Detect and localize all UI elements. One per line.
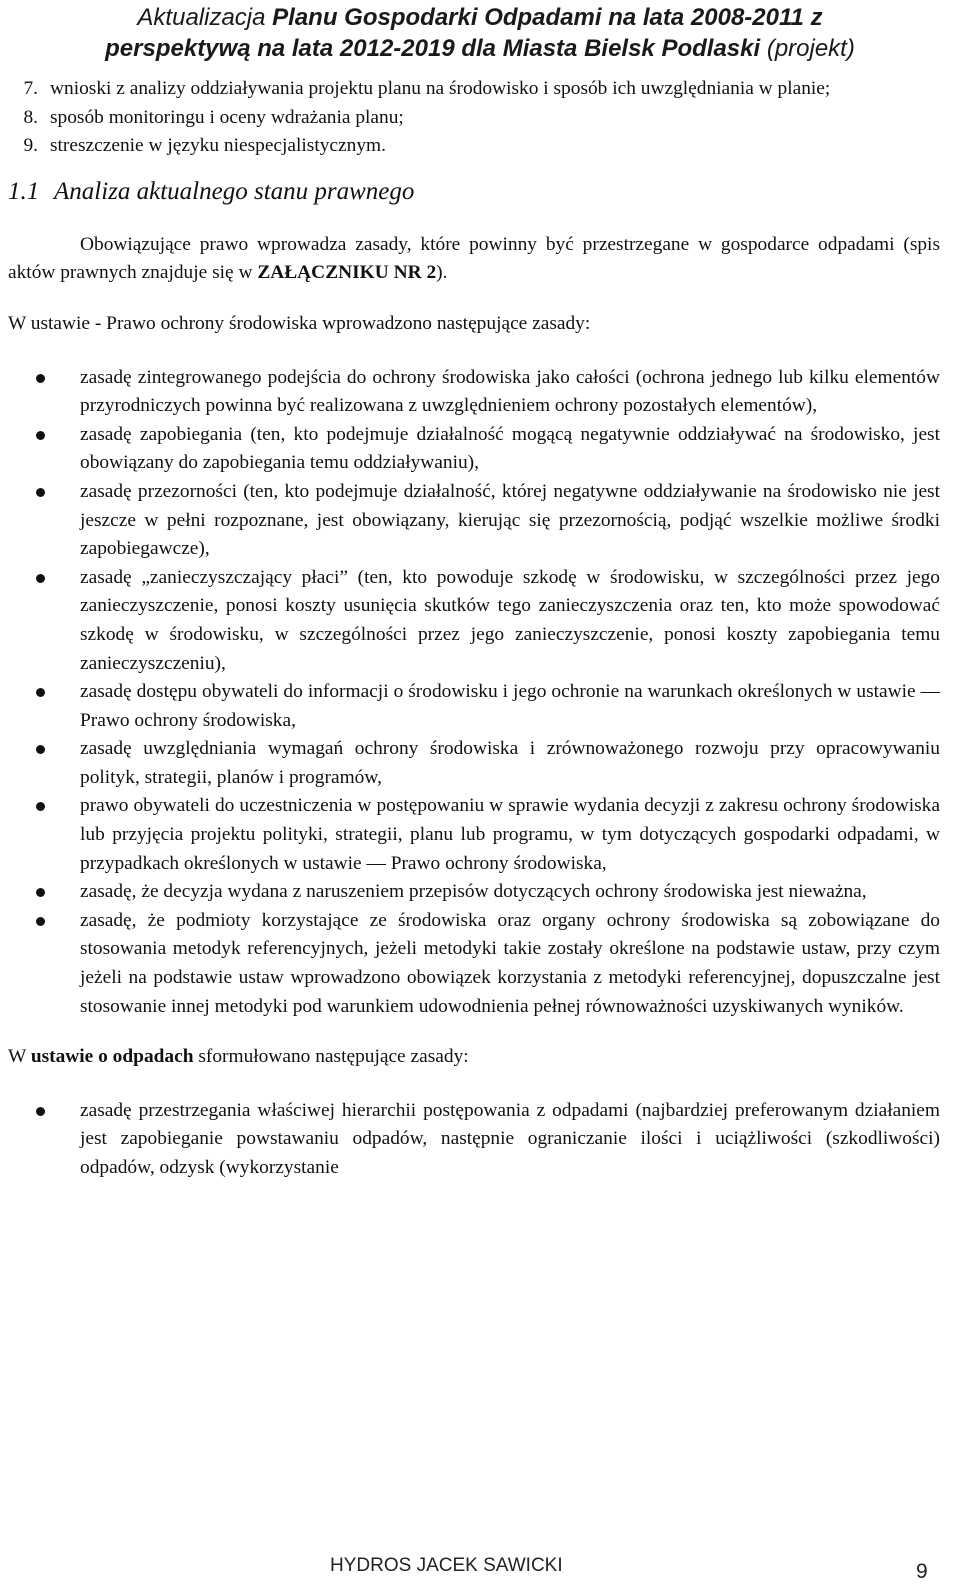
header-title-part1: Planu Gospodarki Odpadami na lata 2008-2011 z [272, 4, 823, 31]
ustawa2-pre: W [8, 1046, 31, 1068]
bullet-list-1 [8, 364, 940, 1022]
header-line-1 [0, 2, 960, 33]
section-heading [8, 175, 940, 209]
ustawa1-intro: W ustawie - Prawo ochrony środowiska wprowadzono następujące zasady: [8, 312, 591, 334]
header-suffix: (projekt) [760, 35, 855, 62]
ustawa2-name: ustawie o odpadach [30, 1046, 194, 1068]
bullet-text: zasadę przestrzegania właściwej hierarchii postępowania z odpadami (najbardziej preferowanym działaniem jest zapobieganie powstawaniu odpadów, następnie ograniczanie ilości i uciążliwości (szkodliwości) odpadów, odzysk (wykorzystanie [80, 1099, 940, 1178]
list-item [8, 364, 940, 421]
bullet-text: zasadę „zanieczyszczający płaci” (ten, kto powoduje szkodę w środowisku, w szczególności przez jego zanieczyszczenie, ponosi koszty usunięcia skutków tego zanieczyszczenia oraz ten, kto może spowodować szkodę w środowisku, w szczególności przez jego zanieczyszczenie, ponosi koszty zapobiegania temu zanieczyszczeniu), [80, 566, 940, 674]
bullet-dot [36, 888, 45, 897]
bullet-text: zasadę, że podmioty korzystające ze środowiska oraz organy ochrony środowiska są zobowiązane do stosowania metodyk referencyjnych, jeżeli metodyki takie zostały określone na podstawie ustaw, przy czym jeżeli na podstawie ustaw wprowadzono obowiązek korzystania z metodyki referencyjnej, dopuszczalne jest stosowanie innej metodyki pod warunkiem udowodnienia pełnej równoważności uzyskiwanych wyników. [80, 909, 940, 1017]
bullet-text: zasadę zapobiegania (ten, kto podejmuje działalność mogącą negatywnie oddziaływać na środowisko, jest obowiązany do zapobiegania temu oddziaływaniu), [80, 423, 940, 474]
bullet-text: zasadę zintegrowanego podejścia do ochrony środowiska jako całości (ochrona jednego lub kilku elementów przyrodniczych powinna być realizowana z uwzględnieniem ochrony pozostałych elementów), [80, 366, 940, 417]
list-item [8, 132, 940, 161]
header-title-part2: perspektywą na lata 2012-2019 dla Miasta Bielsk Podlaski [105, 35, 761, 62]
page-number: 9 [916, 1560, 928, 1583]
bullet-dot [36, 802, 45, 811]
bullet-text: zasadę, że decyzja wydana z naruszeniem przepisów dotyczących ochrony środowiska jest nieważna, [80, 881, 867, 903]
list-item [8, 1097, 940, 1183]
list-item [8, 678, 940, 735]
list-item [8, 907, 940, 1021]
list-item [8, 421, 940, 478]
section-number: 1.1 [8, 177, 40, 205]
bullet-dot [36, 688, 45, 697]
item-text: wnioski z analizy oddziaływania projektu planu na środowisko i sposób ich uwzględniania w planie; [50, 78, 831, 99]
bullet-dot [36, 374, 45, 383]
bullet-text: zasadę dostępu obywateli do informacji o środowisku i jego ochronie na warunkach określonych w ustawie — Prawo ochrony środowiska, [80, 681, 940, 731]
list-item [8, 878, 940, 907]
intro-end: ). [436, 262, 448, 284]
footer-company: HYDROS JACEK SAWICKI [330, 1555, 563, 1576]
item-text: sposób monitoringu i oceny wdrażania planu; [50, 106, 404, 128]
page-header [0, 2, 960, 64]
item-number: 8. [23, 106, 38, 128]
bullet-text: zasadę przezorności (ten, kto podejmuje działalność, której negatywne oddziaływanie na środowisko nie jest jeszcze w pełni rozpoznane, jest obowiązany, kierując się przezornością, podjąć wszelkie możliwe środki zapobiegawcze), [80, 480, 940, 560]
bullet-text: prawo obywateli do uczestniczenia w postępowaniu w sprawie wydania decyzji z zakresu ochrony środowiska lub przyjęcia projektu polityki, strategii, planu lub programu, w tym dotyczących gospodarki odpadami, w przypadkach określonych w ustawie — Prawo ochrony środowiska, [80, 795, 940, 874]
intro-paragraph [8, 231, 940, 288]
section-title: Analiza aktualnego stanu prawnego [54, 177, 415, 205]
bullet-dot [36, 431, 45, 440]
list-item [8, 104, 940, 133]
item-text: streszczenie w języku niespecjalistycznym. [50, 135, 386, 157]
bullet-list-2 [8, 1097, 940, 1183]
ustawa2-post: sformułowano następujące zasady: [193, 1046, 469, 1068]
list-item [8, 478, 940, 564]
item-number: 9. [23, 135, 38, 157]
numbered-list [8, 75, 940, 161]
list-item [8, 735, 940, 792]
bullet-dot [36, 1107, 45, 1116]
bullet-dot [36, 488, 45, 497]
attachment-reference: ZAŁĄCZNIKU NR 2 [257, 262, 437, 284]
bullet-dot [36, 745, 45, 754]
list-item [8, 75, 940, 104]
header-prefix: Aktualizacja [137, 4, 273, 31]
bullet-dot [36, 574, 45, 583]
intro-text: Obowiązujące prawo wprowadza zasady, które powinny być przestrzegane w gospodarce odpadami (spis aktów prawnych znajduje się w [8, 233, 940, 284]
bullet-text: zasadę uwzględniania wymagań ochrony środowiska i zrównoważonego rozwoju przy opracowywaniu polityk, strategii, planów i programów, [80, 738, 940, 788]
document-body [8, 75, 940, 1183]
ustawa2-intro [8, 1043, 940, 1072]
bullet-dot [36, 917, 45, 926]
item-number: 7. [23, 78, 38, 99]
list-item [8, 792, 940, 878]
header-line-2 [0, 33, 960, 64]
list-item [8, 564, 940, 678]
